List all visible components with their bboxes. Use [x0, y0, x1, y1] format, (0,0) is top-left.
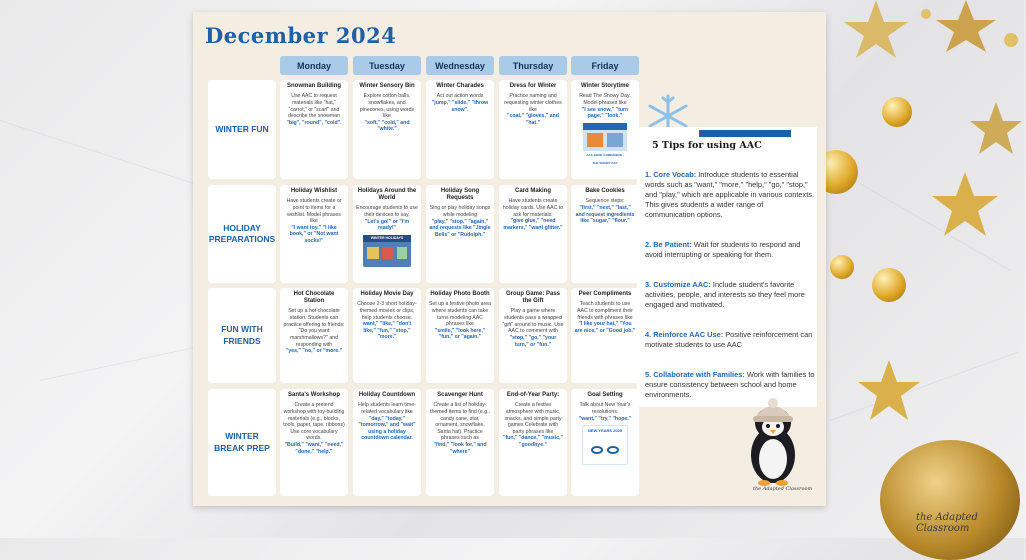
- cell-highlight: "first," "next," "last," and request ingredients like "sugar," "flour.": [575, 204, 635, 225]
- cell-highlight: "I want toy," "I like book," or "Not want socks!": [289, 224, 339, 245]
- cell-highlight: "Build," "want," "need," "done," "help.": [284, 442, 344, 455]
- calendar-cell: [426, 185, 494, 283]
- cell-body: Create a list of holiday-themed items to find (e.g., candy cane, star, ornament, snowflake, Santa hat). Practice phrases such as: [430, 402, 490, 442]
- cell-title: Group Game: Pass the Gift: [505, 291, 561, 305]
- cell-title: Holiday Wishlist: [290, 188, 338, 194]
- calendar-cell: [353, 185, 421, 283]
- calendar-cell: [571, 389, 639, 496]
- cell-title: Scavenger Hunt: [437, 392, 483, 398]
- cell-highlight: "Let's go!" or "I'm ready!": [364, 218, 410, 232]
- cell-highlight: "smile," "look here," "fun," or "again.": [434, 327, 486, 341]
- tip-text: Include student's favorite activities, people, and interests so they feel more engaged and motivated.: [645, 280, 805, 309]
- day-header-tuesday: Tuesday: [353, 56, 421, 75]
- calendar-cell: [571, 80, 639, 179]
- snowy-day-book-image: [583, 123, 627, 165]
- tip-heading: 3. Customize AAC:: [645, 280, 711, 289]
- cell-title: Winter Sensory Bin: [359, 83, 415, 89]
- cell-title: Snowman Building: [287, 83, 341, 89]
- row-label-winter-fun: WINTER FUN: [208, 80, 276, 179]
- calendar-cell: [280, 288, 348, 383]
- cell-highlight: "jump," "slide," "throw snow".: [431, 99, 489, 113]
- tip-item: [645, 370, 815, 400]
- cell-body: Create a festive atmosphere with music, snacks, and simple party games Celebrate with party phrases like: [504, 402, 562, 435]
- cell-body: Set up a festive photo area where students can take turns modeling AAC phrases like: [429, 301, 492, 328]
- cell-highlight: "I like your hat," "You are nice," or "Good job.": [574, 321, 636, 334]
- day-header-wednesday: Wednesday: [426, 56, 494, 75]
- tip-item: [645, 170, 815, 220]
- cell-body: Sequence steps:: [585, 198, 625, 205]
- calendar-cell: [571, 288, 639, 383]
- winter-holidays-image: [363, 235, 411, 267]
- cell-title: Dress for Winter: [509, 83, 557, 89]
- cell-body: Sing or play holiday songs while modeling: [429, 205, 491, 219]
- cell-title: Goal Setting: [587, 392, 623, 398]
- cell-title: Winter Storytime: [581, 83, 629, 89]
- day-header-friday: Friday: [571, 56, 639, 75]
- tip-item: [645, 240, 815, 260]
- cell-highlight: "yes," "no," or "more.": [285, 348, 343, 355]
- cell-title: Hot Chocolate Station: [293, 291, 335, 305]
- cell-highlight: "day," "today," "tomorrow," and "wait" using a holiday countdown calendar.: [358, 415, 416, 442]
- gold-ornament-ball: [872, 268, 906, 302]
- calendar-cell: [499, 288, 567, 383]
- gold-star-decoration: [856, 358, 922, 424]
- calendar-cell: [280, 80, 348, 179]
- tip-text: Wait for students to respond and avoid interrupting or speaking for them.: [645, 240, 801, 259]
- book-image-caption: AAC BOOK COMPANION · THE SNOWY DAY: [583, 151, 627, 159]
- row-label-holiday-preparations: HOLIDAY PREPARATIONS: [208, 185, 276, 283]
- row-label-fun-with-friends: FUN WITH FRIENDS: [208, 288, 276, 383]
- new-years-2025-image: [582, 425, 628, 465]
- tip-text: Positive reinforcement can motivate students to use AAC: [645, 330, 813, 349]
- gold-ornament-ball: [830, 255, 854, 279]
- cell-body: Practice naming and requesting winter clothes like: [504, 93, 562, 113]
- cell-highlight: "give glue," "need markers," "want glitter.": [503, 218, 563, 231]
- gold-bauble-decoration: [880, 440, 1020, 560]
- cell-body: Create a pretend workshop with toy-building materials (e.g., blocks, tools, paper, tape, ribbons) Use core vocabulary words,: [283, 402, 345, 442]
- cell-title: Holiday Song Requests: [440, 188, 480, 202]
- calendar-cell: [426, 389, 494, 496]
- gold-star-decoration: [930, 170, 1000, 240]
- cell-title: Holiday Movie Day: [360, 291, 414, 297]
- cell-body: Teach students to use AAC to compliment their friends with phrases like: [577, 301, 633, 321]
- calendar-cell: [499, 185, 567, 283]
- cell-title: Peer Compliments: [578, 291, 632, 297]
- cell-title: Bake Cookies: [585, 188, 625, 194]
- cell-highlight: "coat," "gloves," and "hat.": [507, 113, 559, 126]
- day-header-monday: Monday: [280, 56, 348, 75]
- calendar-cell: [280, 389, 348, 496]
- cell-body: Play a game where students pass a wrapped "gift" around to music. Use AAC to comment with: [502, 308, 564, 335]
- cell-highlight: "big", "round", "cold".: [286, 119, 342, 126]
- cell-highlight: "find," "look for," and "where": [433, 442, 487, 455]
- calendar-cell: [353, 80, 421, 179]
- cell-body: Talk about New Year's resolutions:: [579, 402, 631, 415]
- tip-item: [645, 330, 815, 350]
- row-label-winter-break-prep: WINTER BREAK PREP: [208, 389, 276, 496]
- cell-title: Holiday Photo Booth: [430, 291, 490, 297]
- cell-title: Santa's Workshop: [288, 392, 340, 398]
- cell-highlight: "play," "stop," "again," and requests like "Jingle Bells" or "Rudolph.": [429, 218, 491, 238]
- tip-heading: 2. Be Patient:: [645, 240, 692, 249]
- calendar-cell: [426, 288, 494, 383]
- page-title: December 2024: [205, 23, 397, 48]
- cell-body: Read The Snowy Day. Model phrases like: [579, 93, 631, 106]
- tip-heading: 1. Core Vocab:: [645, 170, 697, 179]
- cell-body: Act out action words: [436, 93, 484, 100]
- tip-text: Introduce students to essential words such as "want," "more," "help," "go," "stop," and "play," which are applicable in various contexts. This gives students a wider range of communication options.: [645, 170, 815, 219]
- cell-highlight: "want," "try," "hope.": [578, 415, 632, 422]
- tips-panel: [637, 127, 817, 407]
- tips-title: 5 Tips for using AAC: [652, 140, 762, 151]
- cell-highlight: "soft," "cold," and "white.": [364, 119, 410, 133]
- gold-star-garland-decoration: [836, 0, 1026, 70]
- calendar-cell: [353, 389, 421, 496]
- tip-item: [645, 280, 815, 310]
- gold-star-decoration: [968, 100, 1024, 160]
- holidays-image-caption: WINTER HOLIDAYS: [363, 235, 411, 242]
- tip-heading: 5. Collaborate with Families:: [645, 370, 745, 379]
- cell-body: Encourage students to use their devices to say,: [356, 205, 418, 219]
- calendar-cell: [280, 185, 348, 283]
- penguin-icon: [740, 397, 806, 487]
- cell-body: Explore cotton balls, snowflakes, and pinecones, using words like: [359, 93, 415, 120]
- credit-text: the Adapted Classroom: [753, 486, 813, 492]
- watermark-text: the Adapted Classroom: [916, 512, 978, 534]
- cell-highlight: "stop," "go," "your turn," or "fun.": [509, 335, 557, 348]
- tips-title-bar: [699, 130, 791, 137]
- cell-highlight: want," "like," "don't like," "fun," "stop," "more.": [362, 321, 412, 341]
- calendar-cell: [571, 185, 639, 283]
- cell-body: Have students create or point to items for a wishlist. Model phrases like: [286, 198, 342, 225]
- cell-highlight: "I see snow," "turn page," "look.": [581, 106, 629, 120]
- cell-highlight: "fun," "dance," "music," "goodbye.": [502, 435, 563, 449]
- new-years-image-caption: NEW YEARS 2025: [587, 428, 623, 434]
- calendar-cell: [426, 80, 494, 179]
- tip-text: Work with families to ensure consistency between school and home environments.: [645, 370, 815, 399]
- cell-body: Help students learn time-related vocabulary like: [358, 402, 416, 415]
- calendar-sheet: [193, 12, 826, 506]
- tip-heading: 4. Reinforce AAC Use:: [645, 330, 724, 339]
- cell-title: Holiday Countdown: [358, 392, 416, 398]
- calendar-cell: [499, 389, 567, 496]
- cell-body: Use AAC to request materials like "hat," "carrot," or "scarf" and describe the snowman: [288, 93, 340, 120]
- cell-body: Set up a hot chocolate station. Students can practice offering to friends: "Do you want marshmallows?" and responding with: [283, 308, 345, 348]
- cell-body: Choose 2-3 short holiday-themed movies or clips, help students choose.: [357, 301, 417, 321]
- cell-body: Have students create holiday cards. Use AAC to ask for materials:: [502, 198, 564, 218]
- cell-title: Holidays Around the World: [357, 188, 417, 202]
- gold-ornament-ball: [882, 97, 912, 127]
- cell-title: End-of-Year Party:: [506, 392, 560, 398]
- cell-title: Card Making: [514, 188, 551, 194]
- calendar-cell: [353, 288, 421, 383]
- cell-title: Winter Charades: [436, 83, 484, 89]
- day-header-thursday: Thursday: [499, 56, 567, 75]
- calendar-cell: [499, 80, 567, 179]
